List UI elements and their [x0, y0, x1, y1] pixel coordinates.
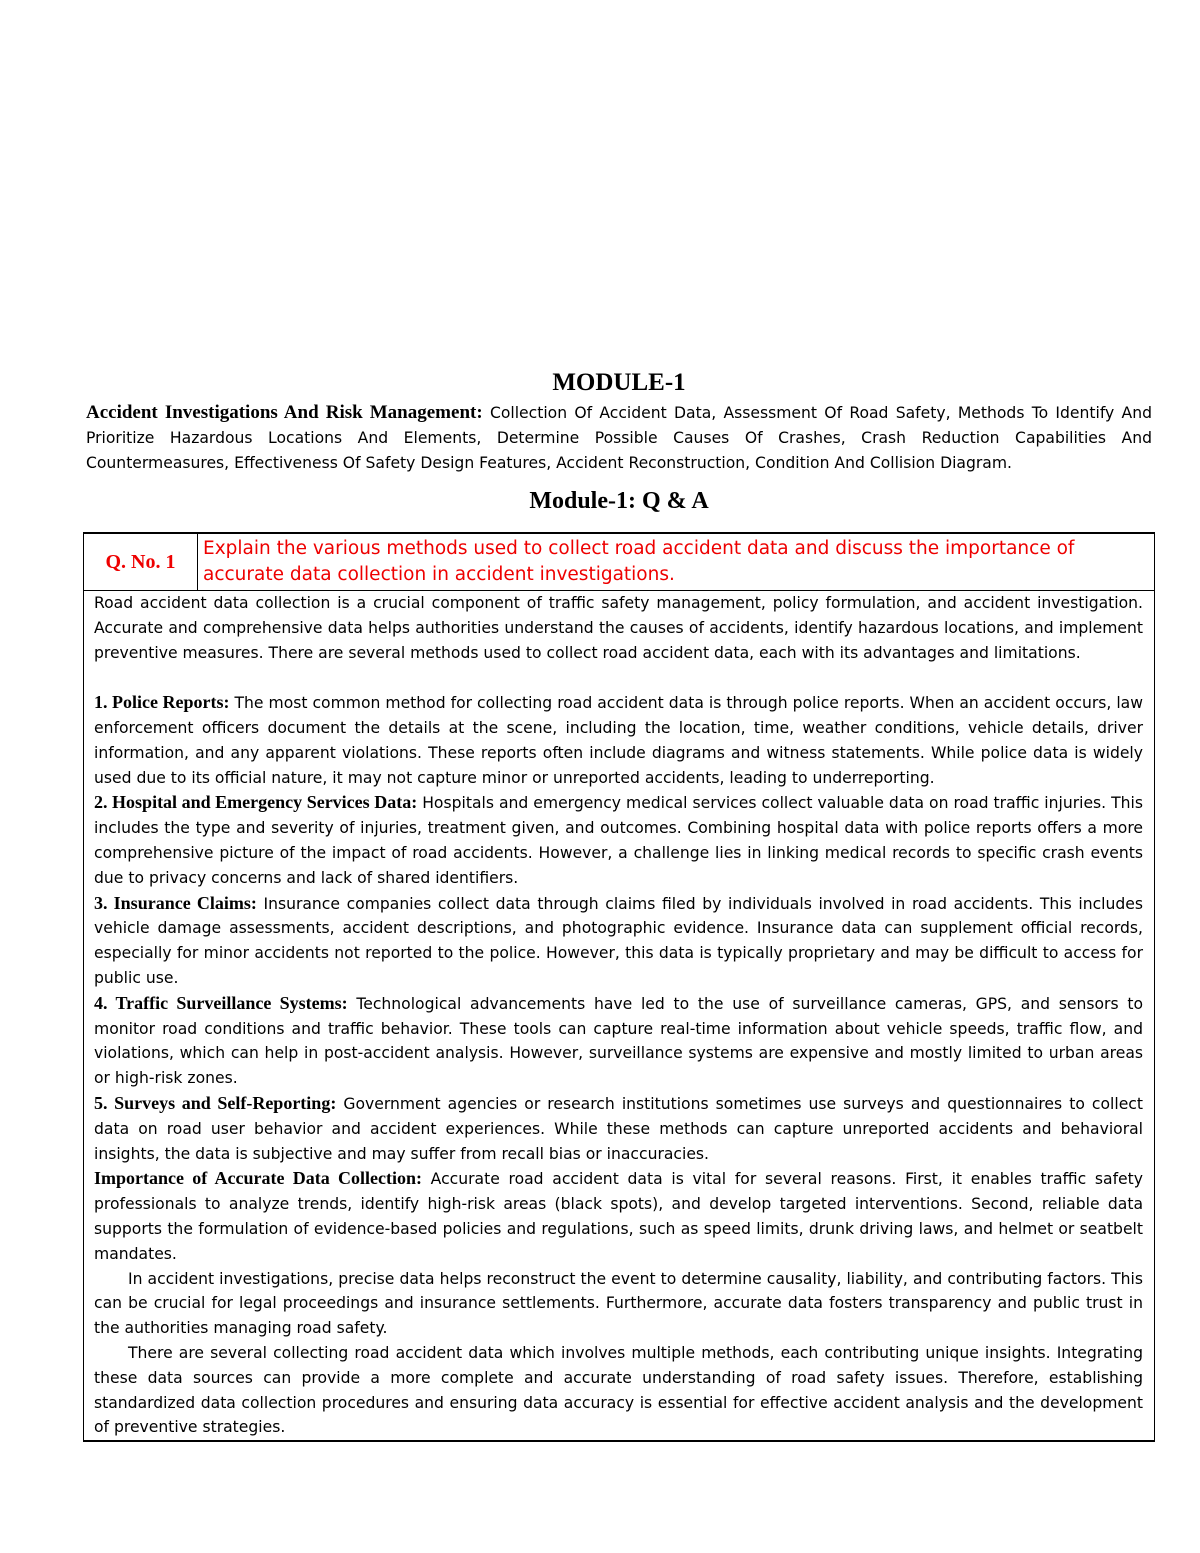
- method-heading: 4. Traffic Surveillance Systems:: [94, 992, 348, 1013]
- answer-cell: [84, 591, 1155, 1442]
- method-heading: 2. Hospital and Emergency Services Data:: [94, 792, 418, 813]
- question-number: Q. No. 1: [84, 533, 198, 591]
- importance-paragraph: [94, 1166, 1143, 1266]
- method-heading: 1. Police Reports:: [94, 692, 230, 713]
- question-answer-table: [83, 532, 1155, 1442]
- method-heading: 5. Surveys and Self-Reporting:: [94, 1092, 337, 1113]
- method-police-reports: [94, 690, 1143, 790]
- syllabus-lead: Accident Investigations And Risk Management:: [86, 402, 483, 423]
- module-title: MODULE-1: [552, 369, 686, 396]
- method-text: Technological advancements have led to the use of surveillance cameras, GPS, and sensors to monitor road conditions and traffic behavior. These tools can capture real-time information about vehicle speeds, traffic flow, and violations, which can help in post-accident analysis. However, surveillance systems are expensive and mostly limited to urban areas or high-risk zones.: [94, 994, 1143, 1088]
- method-surveys: [94, 1091, 1143, 1166]
- method-text: The most common method for collecting road accident data is through police reports. When an accident occurs, law enforcement officers document the details at the scene, including the location, time, weather conditions, vehicle details, driver information, and any apparent violations. These reports often include diagrams and witness statements. While police data is widely used due to its official nature, it may not capture minor or unreported accidents, leading to underreporting.: [94, 694, 1143, 787]
- question-text: Explain the various methods used to collect road accident data and discuss the importance of accurate data collection in accident investigations.: [198, 533, 1155, 591]
- answer-intro: Road accident data collection is a crucial component of traffic safety management, policy formulation, and accident investigation. Accurate and comprehensive data helps authorities understand the causes of accidents, identify hazardous locations, and implement preventive measures. There are several methods used to collect road accident data, each with its advantages and limitations.: [94, 594, 1143, 662]
- page-content: [83, 366, 1155, 1442]
- syllabus-topics: Collection Of Accident Data, Assessment Of Road Safety, Methods To Identify And Prioritize Hazardous Locations And Elements, Determine Possible Causes Of Crashes, Crash Reduction Capabilities And Countermeasures, Effectiveness Of Safety Design Features, Accident Reconstruction, Condition And Collision Diagram.: [86, 404, 1152, 472]
- method-traffic-surveillance: [94, 991, 1143, 1091]
- method-hospital-data: [94, 790, 1143, 890]
- importance-text: Accurate road accident data is vital for several reasons. First, it enables traffic safety professionals to analyze trends, identify high-risk areas (black spots), and develop targeted interventions. Second, reliable data supports the formulation of evidence-based policies and regulations, such as speed limits, drunk driving laws, and helmet or seatbelt mandates.: [94, 1170, 1143, 1263]
- qa-section-title: Module-1: Q & A: [529, 488, 709, 514]
- question-row: [84, 533, 1155, 591]
- module-syllabus: [83, 400, 1155, 476]
- answer-row: [84, 591, 1155, 1442]
- method-text: Insurance companies collect data through claims filed by individuals involved in road accidents. This includes vehicle damage assessments, accident descriptions, and photographic evidence. Insurance data can supplement official records, especially for minor accidents not reported to the police. However, this data is typically proprietary and may be difficult to access for public use.: [94, 894, 1143, 987]
- conclusion-paragraph: There are several collecting road accident data which involves multiple methods, each contributing unique insights. Integrating these data sources can provide a more complete and accurate understanding of road safety issues. Therefore, establishing standardized data collection procedures and ensuring data accuracy is essential for effective accident analysis and the development of preventive strategies.: [94, 1343, 1143, 1437]
- method-heading: 3. Insurance Claims:: [94, 892, 257, 913]
- importance-heading: Importance of Accurate Data Collection:: [94, 1168, 422, 1189]
- method-text: Government agencies or research institutions sometimes use surveys and questionnaires to collect data on road user behavior and accident experiences. While these methods can capture unreported accidents and behavioral insights, the data is subjective and may suffer from recall bias or inaccuracies.: [94, 1094, 1143, 1163]
- method-text: Hospitals and emergency medical services collect valuable data on road traffic injuries. This includes the type and severity of injuries, treatment given, and outcomes. Combining hospital data with police reports offers a more comprehensive picture of the impact of road accidents. However, a challenge lies in linking medical records to specific crash events due to privacy concerns and lack of shared identifiers.: [94, 794, 1143, 887]
- method-insurance-claims: [94, 891, 1143, 991]
- investigations-paragraph: In accident investigations, precise data helps reconstruct the event to determine causality, liability, and contributing factors. This can be crucial for legal proceedings and insurance settlements. Furthermore, accurate data fosters transparency and public trust in the authorities managing road safety.: [94, 1269, 1143, 1338]
